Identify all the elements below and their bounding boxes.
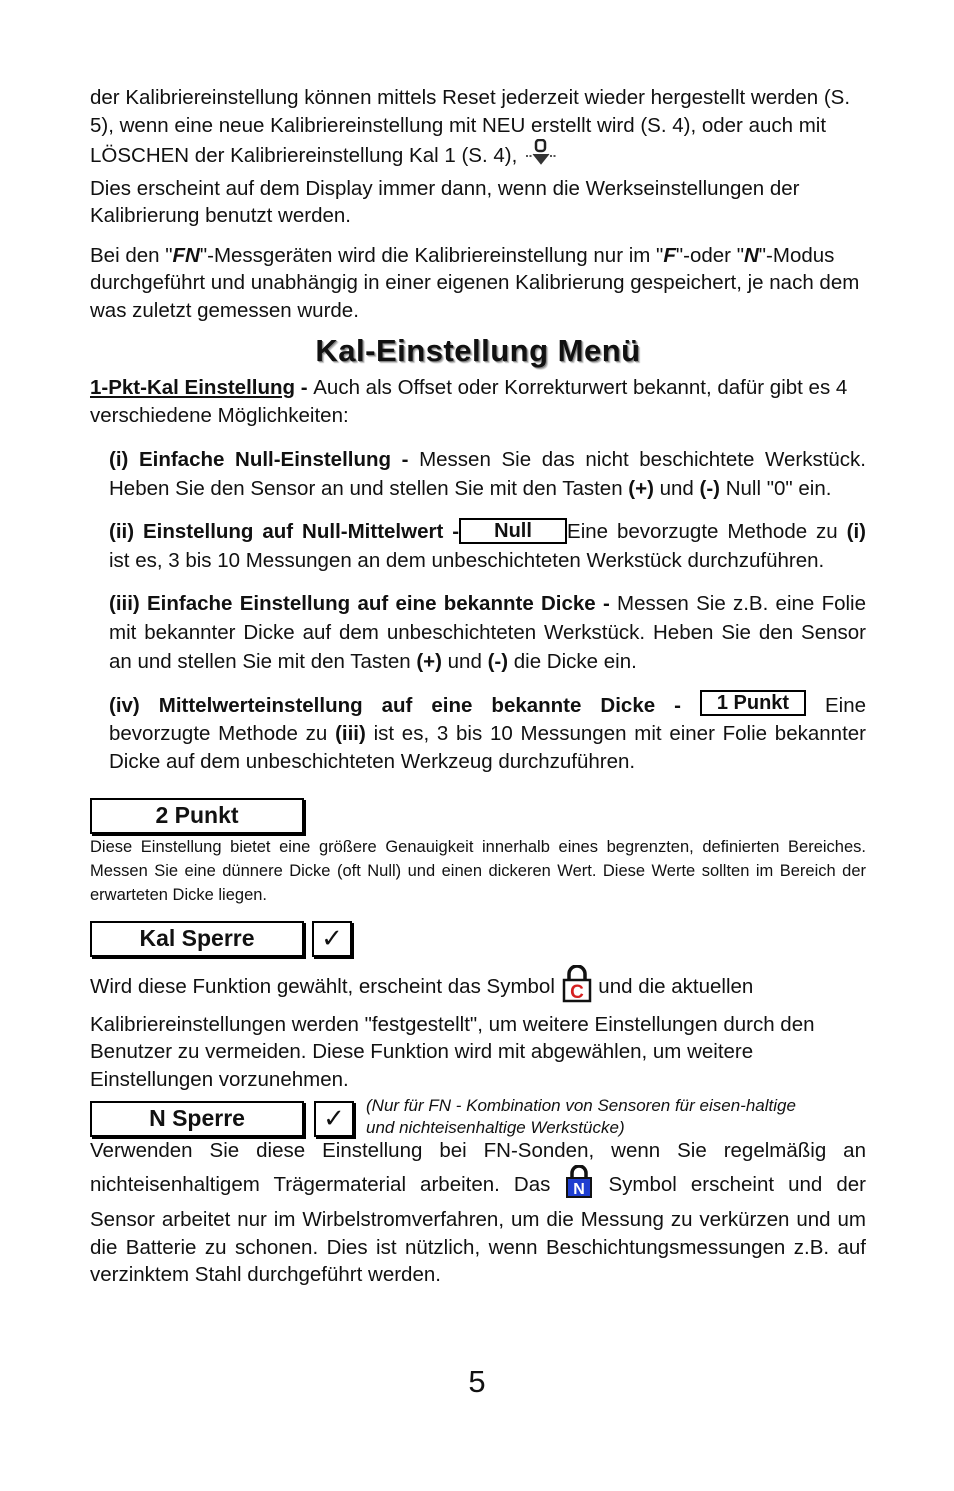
n-lock-icon (564, 1165, 594, 1207)
minus-key: (-) (699, 477, 721, 500)
document-page (90, 84, 866, 1289)
text: ist es, 3 bis 10 Messungen mit einer Folie bekannter Dicke auf dem unbeschichteten Werkzeug durchzuführen. (109, 722, 866, 773)
paragraph-text-cont: Dies erscheint auf dem Display immer dann, wenn die Werkseinstellungen der Kalibrierung benutzt werden. (90, 176, 800, 227)
text: ist es, 3 bis 10 Messungen an dem unbeschichteten Werkstück durchzuführen. (109, 549, 825, 572)
intro-paragraph (90, 374, 866, 429)
null-menu-label: Null (459, 518, 567, 544)
calibration-lock-icon (561, 965, 593, 1011)
text: Bei den " (90, 243, 173, 267)
section-title: Kal-Einstellung Menü (315, 333, 641, 368)
2-punkt-menu-label: 2 Punkt (90, 798, 304, 834)
n-sperre-checkbox: ✓ (314, 1101, 354, 1137)
text: Eine bevorzugte Methode zu (567, 520, 847, 543)
svg-text:N: N (573, 1180, 586, 1198)
text: Auch als Offset oder Korrekturwert bekannt, dafür gibt es 4 verschiedene Möglichkeiten: (90, 376, 848, 427)
paragraph-text: der Kalibriereinstellung können mittels Reset jederzeit wieder hergestellt werden (S. 5), wenn eine neue Kalibriereinstellung mit NEU erstellt wird (S. 4), oder auch mit LÖSCHEN der Kalibriereinstellung Kal 1 (S. 4), (90, 86, 851, 168)
text: "-Messgeräten wird die Kalibriereinstellung nur im " (199, 243, 664, 267)
text: "-oder " (675, 243, 744, 267)
kal-sperre-description (90, 965, 866, 1093)
item-iv (109, 690, 866, 776)
plus-key: (+) (628, 477, 654, 500)
zwei-punkt-section (90, 798, 866, 907)
paragraph-calibration-reset (90, 84, 866, 230)
text: Null "0" ein. (720, 477, 832, 500)
n-sperre-note: (Nur für FN - Kombination von Sensoren für eisen-haltige und nichteisenhaltige Werkstücke) (366, 1096, 796, 1137)
text: und (653, 477, 700, 500)
text: (i) (846, 520, 866, 543)
plus-key: (+) (416, 650, 442, 673)
kal-sperre-checkbox: ✓ (312, 921, 352, 957)
svg-text:C: C (569, 982, 584, 1003)
n-sperre-header (90, 1095, 866, 1135)
1-punkt-menu-label: 1 Punkt (700, 690, 806, 716)
kal-sperre-menu-label: Kal Sperre (90, 921, 304, 957)
mode-fn: FN (172, 243, 200, 267)
text: (iii) (335, 722, 366, 745)
text: Symbol erscheint und der Sensor arbeitet nur im Wirbelstromverfahren, um die Messung zu verkürzen und um die Batterie zu schonen. Dies ist nützlich, wenn Beschichtungsmessungen z.B. auf verzinktem Stahl durchgeführt werden. (90, 1172, 866, 1286)
text: und (441, 650, 488, 673)
item-heading: (ii) Einstellung auf Null-Mittelwert - (109, 520, 460, 543)
minus-key: (-) (487, 650, 509, 673)
text: Verwenden Sie diese Einstellung bei FN-Sonden, wenn Sie regelmäßig an nichteisenhaltigem Trägermaterial arbeiten. Das (90, 1139, 866, 1196)
text: Wird diese Funktion gewählt, erscheint das Symbol (90, 975, 561, 999)
text: Messen Sie das nicht beschichtete Werkstück. Heben Sie den Sensor an und stellen Sie mit den Tasten (109, 448, 866, 500)
mode-f: F (663, 243, 676, 267)
kal-sperre-section (90, 921, 866, 1093)
text: Messen Sie z.B. eine Folie mit bekannter Dicke auf dem unbeschichteten Werkstück. Heben Sie den Sensor an und stellen Sie mit den Tasten (109, 592, 866, 673)
item-heading: (i) Einfache Null-Einstellung - (109, 448, 420, 471)
intro-label: 1-Pkt-Kal Einstellung (90, 376, 296, 399)
text: und die aktuellen Kalibriereinstellungen werden "festgestellt", um weitere Einstellungen durch den Benutzer zu vermeiden. Diese Funktion wird mit abgewählen, um weitere Einstellungen vorzunehmen. (90, 975, 815, 1091)
item-ii (109, 517, 866, 575)
mode-n: N (743, 243, 759, 267)
item-heading: (iv) Mittelwerteinstellung auf eine bekannte Dicke - (109, 694, 700, 717)
text: die Dicke ein. (508, 650, 637, 673)
2-punkt-description: Diese Einstellung bietet eine größere Genauigkeit innerhalb eines begrenzten, definierten Bereiches. Messen Sie eine dünnere Dicke (oft Null) und einen dickeren Wert. Diese Werte sollten im Bereich der erwarteten Dicke liegen. (90, 838, 866, 904)
factory-calibration-icon (523, 139, 559, 175)
text: "-Modus durchgeführt und unabhängig in einer eigenen Kalibrierung gespeichert, je nach dem was zuletzt gemessen wurde. (90, 243, 860, 322)
n-sperre-description (90, 1137, 866, 1289)
paragraph-fn-devices (90, 242, 866, 325)
text: Eine bevorzugte Methode zu (109, 694, 867, 745)
item-i (109, 445, 866, 503)
item-iii (109, 589, 866, 676)
item-heading: (iii) Einfache Einstellung auf eine bekannte Dicke - (109, 592, 618, 615)
n-sperre-menu-label: N Sperre (90, 1101, 304, 1137)
text: - (295, 376, 314, 399)
page-number: 5 (468, 1364, 486, 1399)
